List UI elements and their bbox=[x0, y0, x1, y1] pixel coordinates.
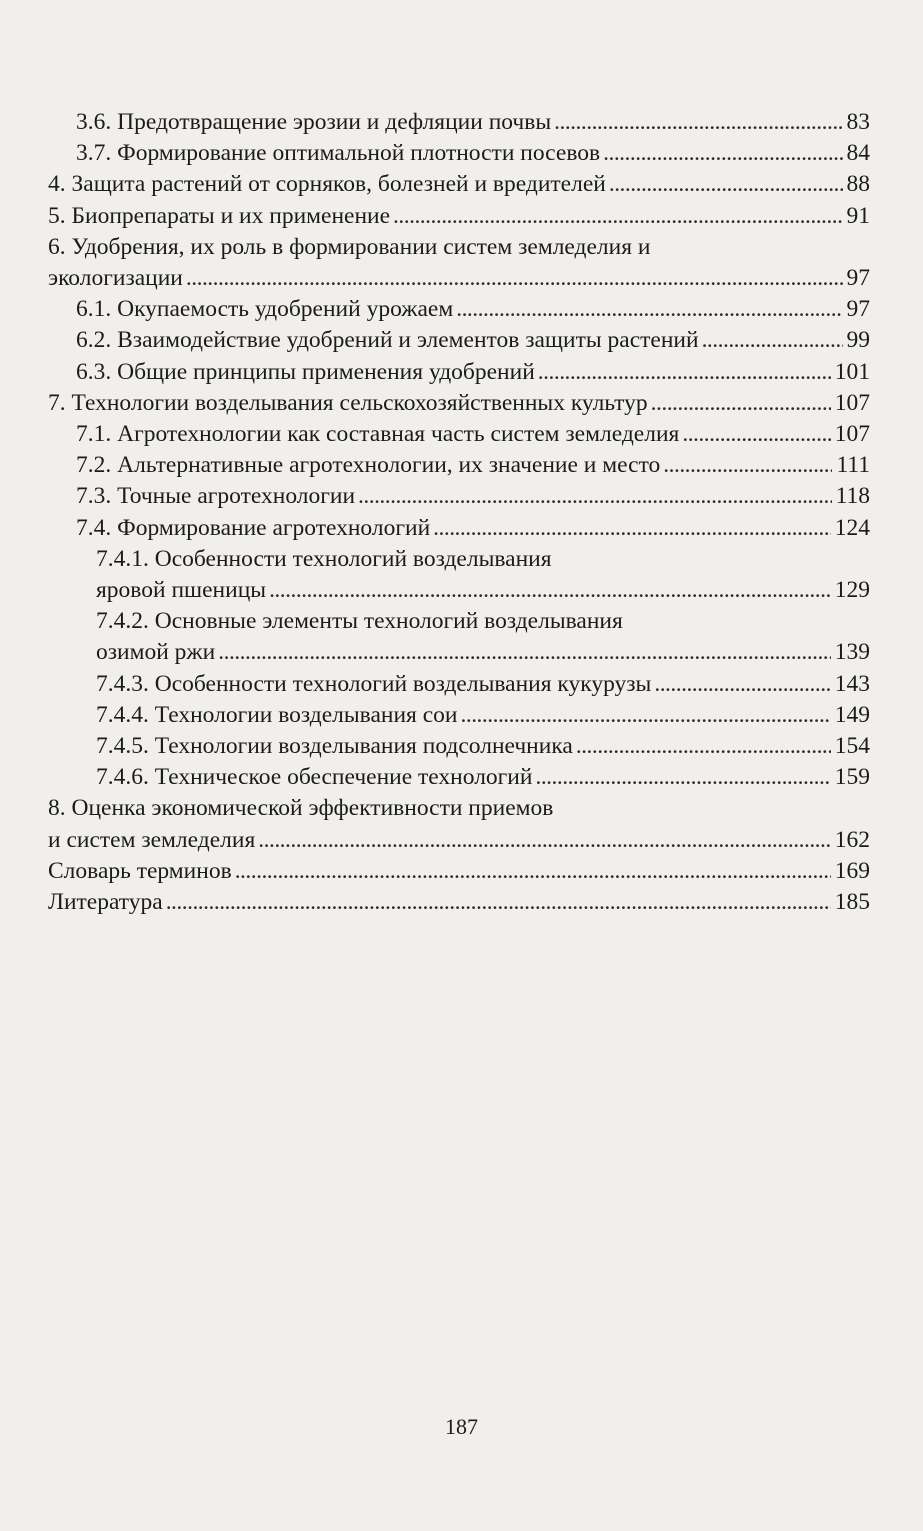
toc-entry bbox=[48, 107, 870, 138]
dot-leader bbox=[654, 669, 830, 700]
toc-entry bbox=[48, 731, 870, 762]
toc-entry-title: 7.4.6. Техническое обеспечение технологий bbox=[96, 764, 533, 791]
toc-entry-page: 101 bbox=[834, 358, 870, 385]
toc-entry bbox=[48, 232, 870, 294]
toc-entry bbox=[48, 138, 870, 169]
toc-entry bbox=[48, 856, 870, 887]
toc-entry bbox=[48, 169, 870, 200]
toc-entry-title: 3.6. Предотвращение эрозии и дефляции почвы bbox=[76, 109, 552, 135]
toc-entry-title: 7.4. Формирование агротехнологий bbox=[76, 514, 431, 541]
toc-entry-line bbox=[48, 887, 870, 918]
dot-leader bbox=[702, 325, 843, 356]
toc-entry-title: 7.4.5. Технологии возделывания подсолнечника bbox=[96, 733, 573, 760]
toc-entry-title: 7.4.4. Технологии возделывания сои bbox=[96, 701, 458, 728]
toc-entry-line bbox=[48, 263, 870, 294]
toc-entry-title: 5. Биопрепараты и их применение bbox=[48, 202, 391, 229]
toc-entry-title: и систем земледелия bbox=[48, 826, 256, 853]
dot-leader bbox=[603, 138, 842, 169]
toc-entry-line bbox=[76, 107, 870, 138]
toc-entry-line bbox=[96, 731, 870, 762]
toc-entry bbox=[48, 294, 870, 325]
toc-entry bbox=[48, 513, 870, 544]
toc-entry-page: 111 bbox=[836, 452, 870, 479]
toc-entry-page: 143 bbox=[834, 670, 870, 697]
toc-entry-line bbox=[76, 138, 870, 169]
toc-entry-line bbox=[76, 325, 870, 356]
page-number: 187 bbox=[445, 1414, 478, 1439]
toc-entry-title-line: 7.4.2. Основные элементы технологий возделывания bbox=[96, 608, 623, 635]
toc-entry-title: 7.4.3. Особенности технологий возделывания кукурузы bbox=[96, 670, 652, 697]
toc-entry-title: 7.1. Агротехнологии как составная часть систем земледелия bbox=[76, 421, 680, 448]
toc-entry-title-line: 7.4.1. Особенности технологий возделывания bbox=[96, 545, 552, 572]
toc-entry-title: яровой пшеницы bbox=[96, 577, 267, 604]
toc-entry-line bbox=[48, 825, 870, 856]
dot-leader bbox=[554, 107, 842, 138]
toc-entry-page: 83 bbox=[846, 109, 870, 135]
toc-entry-page: 91 bbox=[846, 202, 870, 229]
dot-leader bbox=[358, 481, 832, 512]
toc-entry-page: 162 bbox=[834, 826, 870, 853]
dot-leader bbox=[651, 388, 831, 419]
toc-entry-line bbox=[76, 294, 870, 325]
toc-entry bbox=[48, 669, 870, 700]
toc-entry bbox=[48, 793, 870, 855]
dot-leader bbox=[663, 450, 832, 481]
toc-entry-line bbox=[48, 388, 870, 419]
toc-entry bbox=[48, 544, 870, 606]
dot-leader bbox=[535, 762, 830, 793]
toc-entry-line bbox=[76, 481, 870, 512]
toc-entry-page: 107 bbox=[834, 389, 870, 416]
toc-entry-page: 97 bbox=[846, 296, 870, 323]
toc-entry-line bbox=[96, 669, 870, 700]
toc-entry bbox=[48, 450, 870, 481]
toc-entry-page: 107 bbox=[834, 421, 870, 448]
table-of-contents bbox=[48, 107, 870, 918]
toc-entry-page: 97 bbox=[846, 265, 870, 292]
toc-entry-page: 149 bbox=[834, 701, 870, 728]
toc-entry-line bbox=[48, 169, 870, 200]
toc-entry-page: 169 bbox=[834, 857, 870, 884]
toc-entry-title: 3.7. Формирование оптимальной плотности посевов bbox=[76, 140, 601, 167]
dot-leader bbox=[576, 731, 831, 762]
toc-entry-title: 6.3. Общие принципы применения удобрений bbox=[76, 358, 535, 385]
toc-entry bbox=[48, 388, 870, 419]
toc-entry-line bbox=[96, 762, 870, 793]
toc-entry-line bbox=[48, 201, 870, 232]
dot-leader bbox=[609, 169, 843, 200]
toc-entry bbox=[48, 481, 870, 512]
toc-entry-title: озимой ржи bbox=[96, 639, 216, 666]
toc-entry-page: 124 bbox=[834, 514, 870, 541]
toc-entry-page: 84 bbox=[846, 140, 870, 167]
dot-leader bbox=[461, 700, 831, 731]
toc-entry-title: экологизации bbox=[48, 265, 183, 292]
toc-entry bbox=[48, 700, 870, 731]
toc-entry-page: 185 bbox=[834, 889, 870, 916]
dot-leader bbox=[433, 513, 831, 544]
toc-entry bbox=[48, 325, 870, 356]
dot-leader bbox=[393, 201, 842, 232]
dot-leader bbox=[456, 294, 842, 325]
toc-entry-title: 7.2. Альтернативные агротехнологии, их значение и место bbox=[76, 452, 661, 479]
toc-entry-line bbox=[76, 357, 870, 388]
toc-entry-line bbox=[48, 856, 870, 887]
toc-entry-title: Литература bbox=[48, 889, 163, 916]
toc-entry-title-line: 6. Удобрения, их роль в формировании систем земледелия и bbox=[48, 233, 651, 260]
toc-entry bbox=[48, 357, 870, 388]
dot-leader bbox=[269, 575, 831, 606]
toc-entry-page: 139 bbox=[834, 639, 870, 666]
toc-entry-line bbox=[76, 513, 870, 544]
toc-entry-title: 6.2. Взаимодействие удобрений и элементов защиты растений bbox=[76, 327, 699, 354]
toc-entry-page: 118 bbox=[835, 483, 870, 510]
toc-entry-page: 99 bbox=[846, 327, 870, 354]
toc-entry-page: 154 bbox=[834, 733, 870, 760]
toc-entry-title: 6.1. Окупаемость удобрений урожаем bbox=[76, 296, 454, 323]
toc-entry bbox=[48, 201, 870, 232]
toc-entry-title: 7. Технологии возделывания сельскохозяйственных культур bbox=[48, 389, 648, 416]
toc-entry-page: 129 bbox=[834, 577, 870, 604]
toc-entry-page: 159 bbox=[834, 764, 870, 791]
toc-entry-page: 88 bbox=[846, 171, 870, 198]
toc-entry-line bbox=[96, 575, 870, 606]
toc-entry bbox=[48, 606, 870, 668]
toc-entry-line bbox=[96, 637, 870, 668]
dot-leader bbox=[186, 263, 843, 294]
toc-entry-title-line: 8. Оценка экономической эффективности приемов bbox=[48, 795, 554, 822]
dot-leader bbox=[538, 357, 831, 388]
toc-entry-line bbox=[76, 450, 870, 481]
toc-entry bbox=[48, 887, 870, 918]
dot-leader bbox=[218, 637, 831, 668]
dot-leader bbox=[682, 419, 830, 450]
dot-leader bbox=[258, 825, 830, 856]
dot-leader bbox=[235, 856, 831, 887]
toc-entry-line bbox=[96, 700, 870, 731]
dot-leader bbox=[166, 887, 831, 918]
toc-entry-title: 4. Защита растений от сорняков, болезней и вредителей bbox=[48, 171, 606, 198]
toc-entry-title: 7.3. Точные агротехнологии bbox=[76, 483, 356, 510]
toc-entry-line bbox=[76, 419, 870, 450]
toc-entry-title: Словарь терминов bbox=[48, 857, 232, 884]
toc-entry bbox=[48, 762, 870, 793]
toc-entry bbox=[48, 419, 870, 450]
